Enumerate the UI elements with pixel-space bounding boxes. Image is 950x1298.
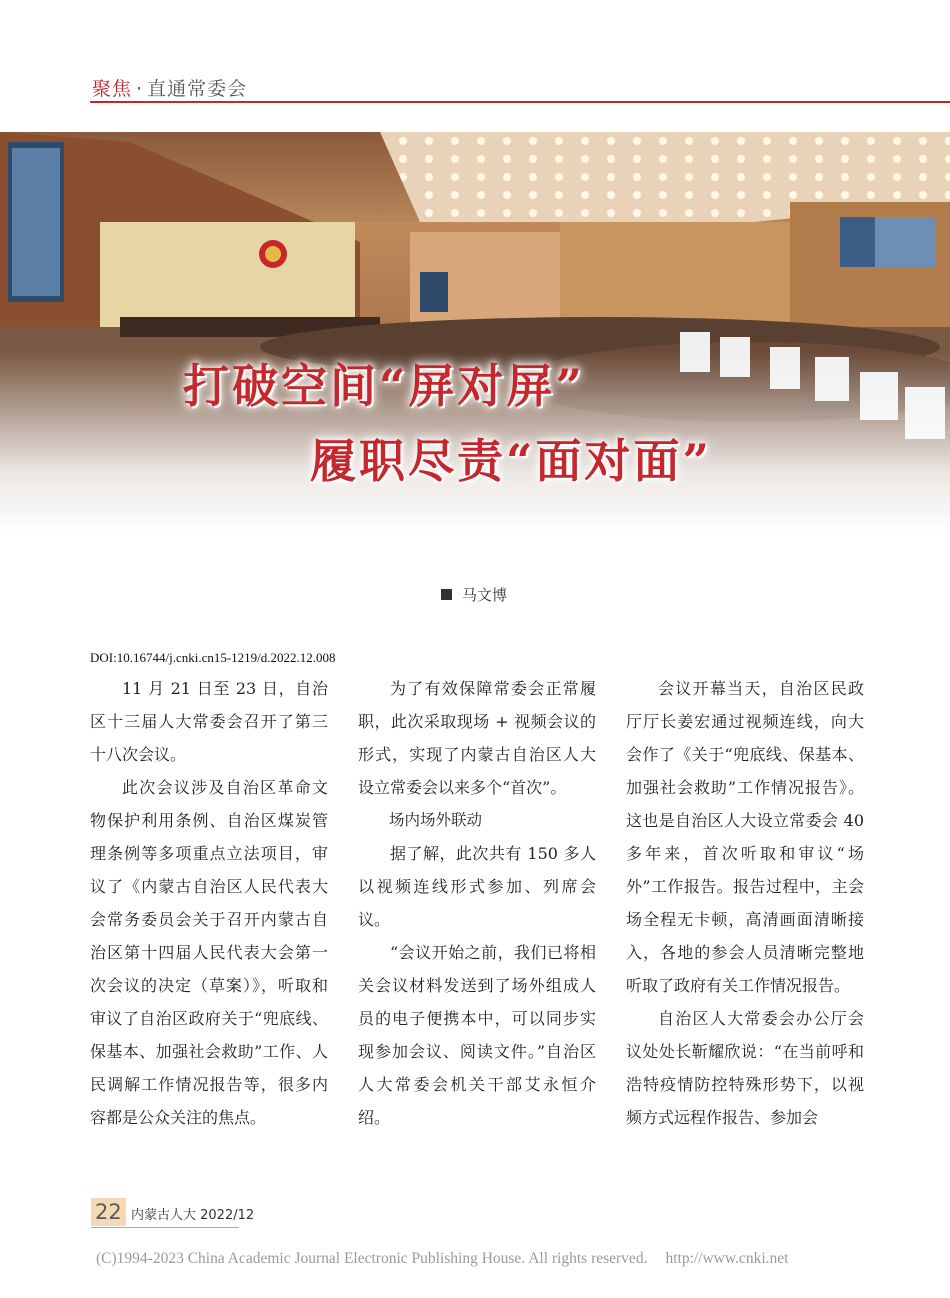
paragraph: “会议开始之前，我们已将相关会议材料发送到了场外组成人员的电子便携本中，可以同步实现参加会议、阅读文件。”自治区人大常委会机关干部艾永恒介绍。: [358, 943, 596, 1127]
paragraph: 此次会议涉及自治区革命文物保护利用条例、自治区煤炭管理条例等多项重点立法项目，审议了《内蒙古自治区人民代表大会常务委员会关于召开内蒙古自治区第十四届人民代表大会第一次会议的决定（草案）》，听取和审议了自治区政府关于“兜底线、保基本、加强社会救助”工作、人民调解工作情况报告等，很多内容都是公众关注的焦点。: [90, 778, 328, 1127]
author-name: 马文博: [462, 586, 508, 604]
headline: [0, 340, 950, 510]
header-rule: [90, 101, 950, 103]
headline-line-1: 打破空间“屏对屏”: [183, 359, 585, 413]
paragraph: 自治区人大常委会办公厅会议处处长靳耀欣说：“在当前呼和浩特疫情防控特殊形势下，以视频方式远程作报告、参加会: [626, 1009, 864, 1127]
author-byline: [441, 584, 507, 605]
headline-line-2: 履职尽责“面对面”: [310, 434, 712, 488]
paragraph: 会议开幕当天，自治区民政厅厅长姜宏通过视频连线，向大会作了《关于“兜底线、保基本、加强社会救助”工作情况报告》。这也是自治区人大设立常委会 40 多年来，首次听取和审议“场外”工作报告。报告过程中，主会场全程无卡顿，高清画面清晰接入，各地的参会人员清晰完整地听取了政府有关工作情况报告。: [626, 679, 864, 995]
copyright-notice: [96, 1250, 788, 1268]
page-number: 22: [91, 1198, 126, 1226]
paragraph: 11 月 21 日至 23 日，自治区十三届人大常委会召开了第三十八次会议。: [90, 679, 328, 764]
text-column-3: [626, 672, 864, 1134]
paragraph: 为了有效保障常委会正常履职，此次采取现场 + 视频会议的形式，实现了内蒙古自治区人大设立常委会以来多个“首次”。: [358, 679, 596, 797]
subsection-label: 直通常委会: [147, 78, 248, 100]
footer-rule: [91, 1227, 239, 1228]
paragraph: 据了解，此次共有 150 多人以视频连线形式参加、列席会议。: [358, 844, 596, 929]
section-label: 聚焦: [92, 78, 133, 100]
square-bullet-icon: [441, 589, 452, 600]
section-header: [92, 74, 247, 101]
text-column-1: [90, 672, 328, 1134]
text-column-2: [358, 672, 596, 1134]
cnki-link[interactable]: http://www.cnki.net: [665, 1250, 789, 1267]
publication-issue: 内蒙古人大 2022/12: [131, 1208, 255, 1223]
section-separator: ·: [136, 78, 144, 100]
subheading: 场内场外联动: [389, 811, 483, 829]
copyright-text: (C)1994-2023 China Academic Journal Electronic Publishing House. All rights reserved.: [96, 1250, 648, 1267]
doi-line: DOI:10.16744/j.cnki.cn15-1219/d.2022.12.008: [90, 650, 336, 665]
